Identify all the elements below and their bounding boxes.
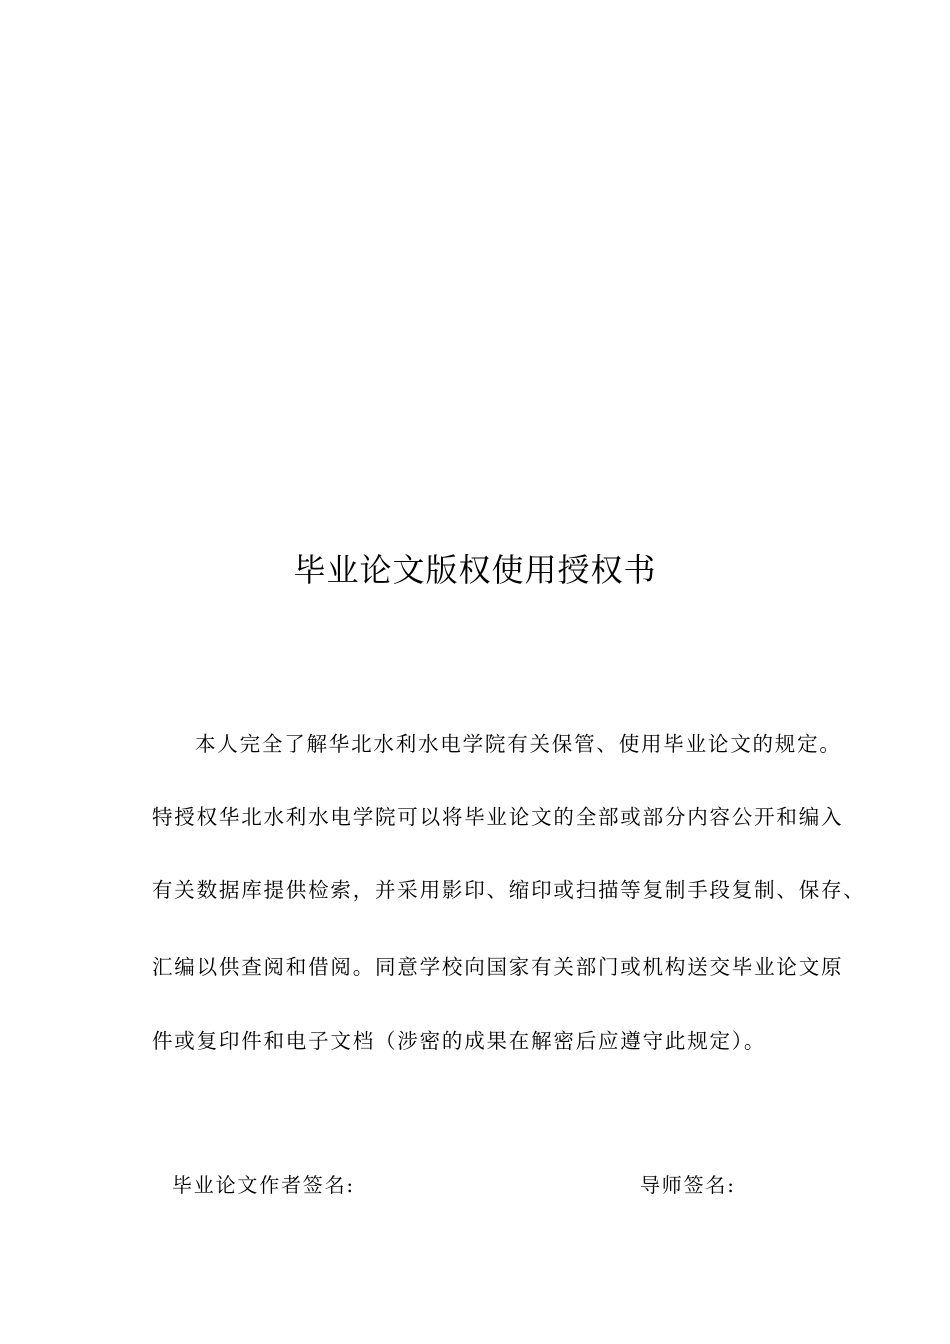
advisor-signature-label: 导师签名:: [640, 1173, 736, 1197]
paragraph-line: 汇编以供查阅和借阅。同意学校向国家有关部门或机构送交毕业论文原: [152, 955, 844, 979]
paragraph-line: 特授权华北水利水电学院可以将毕业论文的全部或部分内容公开和编入: [152, 805, 844, 829]
paragraph-line: 件或复印件和电子文档（涉密的成果在解密后应遵守此规定）。: [152, 1029, 767, 1053]
paragraph-line: 有关数据库提供检索，并采用影印、缩印或扫描等复制手段复制、保存、: [152, 878, 866, 902]
document-title: 毕业论文版权使用授权书: [293, 551, 657, 589]
author-signature-label: 毕业论文作者签名:: [172, 1173, 355, 1197]
paragraph-line: 本人完全了解华北水利水电学院有关保管、使用毕业论文的规定。: [195, 732, 842, 756]
